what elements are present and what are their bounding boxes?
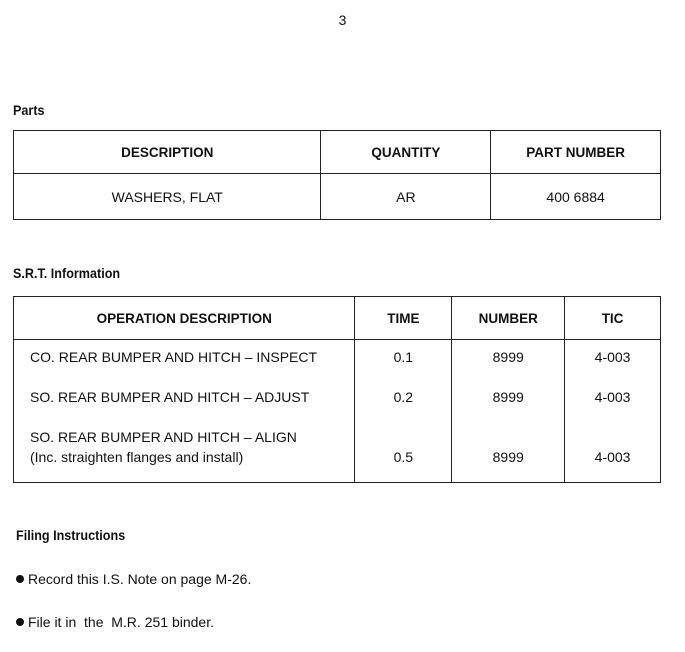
page-number: 3: [338, 12, 347, 28]
parts-header-quantity: QUANTITY: [321, 131, 491, 174]
srt-header-time: TIME: [355, 297, 452, 340]
list-item: [16, 614, 214, 630]
srt-number-1: 8999: [492, 349, 524, 365]
srt-time-3: 0.5: [393, 449, 414, 465]
filing-item-1: Record this I.S. Note on page M-26.: [28, 571, 252, 587]
srt-operation-1: CO. REAR BUMPER AND HITCH – INSPECT: [30, 349, 318, 365]
parts-header-row: [14, 131, 661, 174]
srt-tic-3: 4-003: [594, 449, 631, 465]
srt-time-column: [355, 340, 452, 483]
list-item: [16, 571, 251, 587]
table-row: [14, 340, 661, 483]
filing-section-title: Filing Instructions: [16, 527, 126, 543]
srt-number-2: 8999: [492, 389, 524, 405]
srt-time-1: 0.1: [393, 349, 414, 365]
srt-operation-3-note: (Inc. straighten flanges and install): [30, 449, 244, 465]
srt-operation-2: SO. REAR BUMPER AND HITCH – ADJUST: [30, 389, 310, 405]
srt-number-3: 8999: [492, 449, 524, 465]
srt-table: [13, 296, 661, 483]
parts-cell-description: WASHERS, FLAT: [14, 174, 321, 220]
srt-number-column: [452, 340, 565, 483]
srt-operation-3-group: [30, 427, 354, 467]
parts-header-part-number: PART NUMBER: [491, 131, 661, 174]
parts-section-title: Parts: [13, 102, 45, 118]
filing-item-2: File it in the M.R. 251 binder.: [28, 614, 214, 630]
srt-tic-2: 4-003: [594, 389, 631, 405]
bullet-icon: [16, 575, 24, 583]
srt-header-operation: OPERATION DESCRIPTION: [14, 297, 355, 340]
parts-cell-quantity: AR: [321, 174, 491, 220]
srt-header-tic: TIC: [565, 297, 661, 340]
srt-time-2: 0.2: [393, 389, 414, 405]
parts-cell-part-number: 400 6884: [491, 174, 661, 220]
srt-section-title: S.R.T. Information: [13, 265, 121, 281]
srt-header-number: NUMBER: [452, 297, 565, 340]
bullet-icon: [16, 618, 24, 626]
srt-header-row: [14, 297, 661, 340]
parts-header-description: DESCRIPTION: [14, 131, 321, 174]
srt-tic-column: [565, 340, 661, 483]
srt-tic-1: 4-003: [594, 349, 631, 365]
srt-operation-3: SO. REAR BUMPER AND HITCH – ALIGN: [30, 429, 297, 445]
srt-operation-column: [14, 340, 355, 483]
table-row: [14, 174, 661, 220]
parts-table: [13, 130, 661, 220]
